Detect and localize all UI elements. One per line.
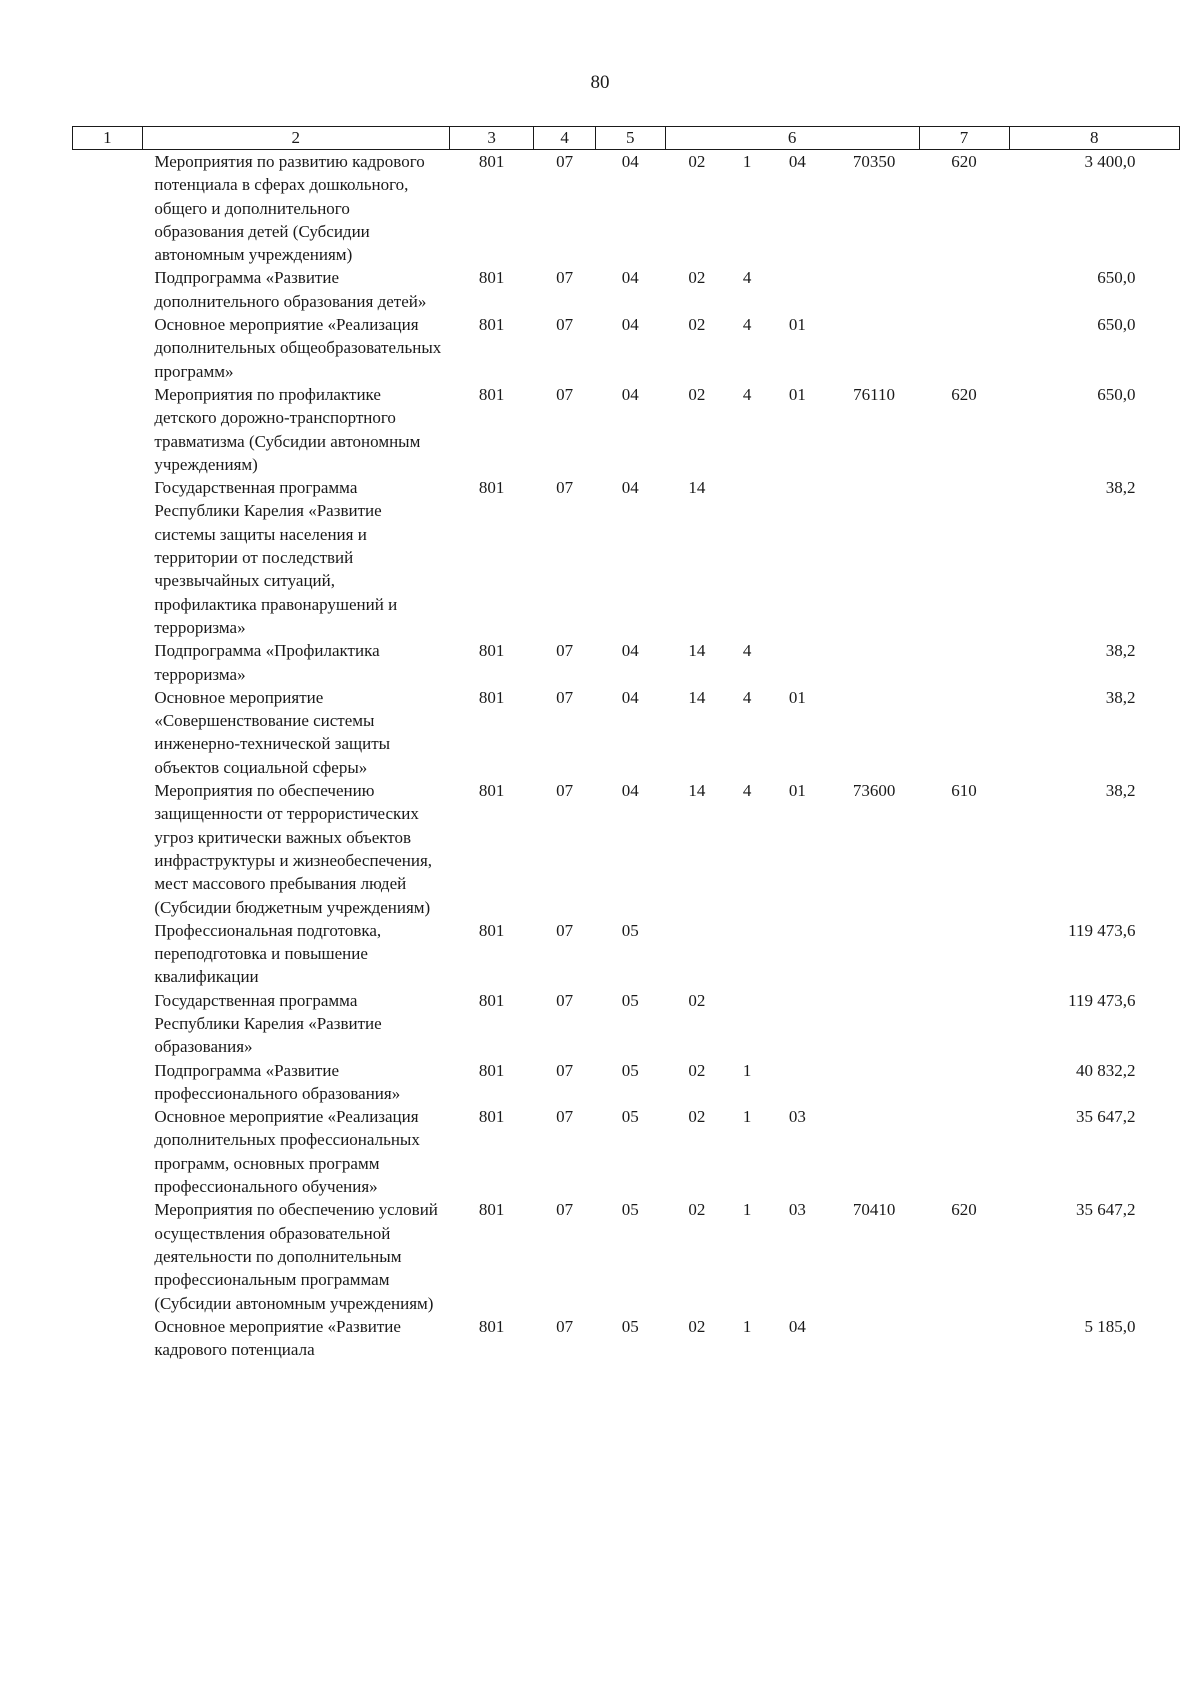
header-cell: 2	[142, 127, 449, 150]
table-row	[73, 1059, 1180, 1106]
row-section-code: 07	[556, 641, 574, 661]
row-ministry-code: 801	[478, 990, 505, 1010]
row-direction-code	[829, 989, 919, 1059]
row-description: Основное мероприятие «Реализация дополнительных профессиональных программ, основных программ профессионального обучения»	[154, 1107, 420, 1197]
row-description: Подпрограмма «Профилактика терроризма»	[154, 641, 380, 684]
row-activity-code	[766, 476, 829, 639]
row-section-code: 07	[556, 478, 574, 498]
row-section-code: 07	[556, 315, 574, 335]
row-program-code: 02	[688, 1107, 706, 1127]
row-direction-code	[829, 919, 919, 989]
row-empty-cell	[73, 989, 143, 1059]
row-description: Государственная программа Республики Карелия «Развитие системы защиты населения и территории от последствий чрезвычайных ситуаций, профилактика правонарушений и терроризма»	[154, 478, 398, 637]
row-subsection-code: 05	[621, 1316, 639, 1336]
row-empty-cell	[73, 919, 143, 989]
row-activity-code: 04	[788, 1316, 806, 1336]
row-amount: 650,0	[1097, 315, 1136, 335]
row-direction-code	[829, 1059, 919, 1106]
table-row	[73, 150, 1180, 267]
row-activity-code	[766, 266, 829, 313]
row-program-code: 14	[688, 781, 706, 801]
row-program-code	[665, 919, 728, 989]
table-row	[73, 989, 1180, 1059]
row-description: Мероприятия по обеспечению защищенности от террористических угроз критически важных объектов инфраструктуры и жизнеобеспечения, мест массового пребывания людей (Субсидии бюджетным учреждениям)	[154, 781, 433, 917]
row-activity-code: 03	[788, 1200, 806, 1220]
row-section-code: 07	[556, 990, 574, 1010]
page-number: 80	[590, 72, 610, 93]
header-cell: 6	[665, 127, 919, 150]
row-expense-type	[919, 686, 1009, 779]
row-expense-type	[919, 989, 1009, 1059]
row-amount: 38,2	[1105, 781, 1136, 801]
row-expense-type	[919, 266, 1009, 313]
row-section-code: 07	[556, 1316, 574, 1336]
row-description: Государственная программа Республики Карелия «Развитие образования»	[154, 990, 382, 1057]
row-description: Основное мероприятие «Реализация дополнительных общеобразовательных программ»	[154, 315, 442, 381]
row-empty-cell	[73, 1315, 143, 1362]
row-direction-code	[829, 476, 919, 639]
row-expense-type	[919, 1059, 1009, 1106]
header-cell: 7	[919, 127, 1009, 150]
row-ministry-code: 801	[478, 1200, 505, 1220]
row-empty-cell	[73, 1105, 143, 1198]
row-expense-type	[919, 1105, 1009, 1198]
row-description: Мероприятия по развитию кадрового потенциала в сферах дошкольного, общего и дополнительного образования детей (Субсидии автономным учреждениям)	[154, 152, 425, 265]
row-activity-code: 01	[788, 687, 806, 707]
row-subprogram-code: 4	[742, 687, 752, 707]
row-ministry-code: 801	[478, 1107, 505, 1127]
table-row	[73, 313, 1180, 383]
row-section-code: 07	[556, 268, 574, 288]
row-amount: 5 185,0	[1084, 1316, 1136, 1336]
row-direction-code	[829, 1315, 919, 1362]
row-expense-type: 620	[951, 152, 977, 171]
row-section-code: 07	[556, 152, 574, 171]
header-cell: 4	[534, 127, 595, 150]
row-activity-code: 01	[788, 384, 806, 404]
row-ministry-code: 801	[478, 1060, 505, 1080]
row-subsection-code: 05	[621, 1060, 639, 1080]
header-cell: 5	[595, 127, 665, 150]
row-amount: 3 400,0	[1084, 152, 1136, 171]
row-empty-cell	[73, 383, 143, 476]
row-subsection-code: 04	[621, 152, 639, 171]
row-subprogram-code	[729, 476, 766, 639]
row-direction-code	[829, 1105, 919, 1198]
row-activity-code: 01	[788, 781, 806, 801]
row-activity-code	[766, 919, 829, 989]
row-empty-cell	[73, 476, 143, 639]
row-ministry-code: 801	[478, 641, 505, 661]
row-program-code: 02	[688, 1200, 706, 1220]
table-row	[73, 1105, 1180, 1198]
row-expense-type	[919, 919, 1009, 989]
row-subsection-code: 04	[621, 384, 639, 404]
row-section-code: 07	[556, 1060, 574, 1080]
row-subsection-code: 05	[621, 1107, 639, 1127]
row-ministry-code: 801	[478, 315, 505, 335]
row-program-code: 14	[688, 687, 706, 707]
row-program-code: 02	[688, 990, 706, 1010]
row-subprogram-code	[729, 989, 766, 1059]
table-row	[73, 919, 1180, 989]
row-subsection-code: 04	[621, 781, 639, 801]
row-section-code: 07	[556, 1200, 574, 1220]
row-amount: 38,2	[1105, 478, 1136, 498]
row-amount: 119 473,6	[1068, 990, 1136, 1010]
budget-table	[72, 126, 1180, 1361]
row-program-code: 02	[688, 315, 706, 335]
row-ministry-code: 801	[478, 268, 505, 288]
row-program-code: 02	[688, 152, 706, 171]
table-row	[73, 779, 1180, 919]
row-activity-code: 01	[788, 315, 806, 335]
header-row	[73, 127, 1180, 150]
row-section-code: 07	[556, 384, 574, 404]
row-subprogram-code: 4	[742, 641, 752, 661]
row-subprogram-code: 1	[742, 1060, 752, 1080]
row-subsection-code: 04	[621, 478, 639, 498]
row-ministry-code: 801	[478, 781, 505, 801]
row-expense-type	[919, 639, 1009, 686]
row-subsection-code: 04	[621, 315, 639, 335]
row-subprogram-code: 4	[742, 268, 752, 288]
row-direction-code	[829, 266, 919, 313]
row-direction-code: 76110	[853, 384, 896, 404]
row-expense-type: 610	[951, 781, 977, 801]
row-empty-cell	[73, 686, 143, 779]
table-body	[73, 150, 1180, 1362]
row-description: Основное мероприятие «Развитие кадрового потенциала	[154, 1316, 401, 1360]
row-subprogram-code: 4	[742, 781, 752, 801]
row-section-code: 07	[556, 687, 574, 707]
row-amount: 40 832,2	[1076, 1060, 1136, 1080]
row-direction-code: 70350	[852, 152, 896, 171]
row-description: Мероприятия по профилактике детского дорожно-транспортного травматизма (Субсидии автономным учреждениям)	[154, 384, 421, 474]
row-activity-code: 03	[788, 1107, 806, 1127]
row-description: Профессиональная подготовка, переподготовка и повышение квалификации	[154, 920, 382, 987]
row-amount: 650,0	[1097, 384, 1136, 404]
row-direction-code: 73600	[852, 781, 896, 801]
row-activity-code	[766, 989, 829, 1059]
row-amount: 119 473,6	[1068, 920, 1136, 940]
row-amount: 38,2	[1105, 641, 1136, 661]
row-direction-code: 70410	[852, 1200, 896, 1220]
row-subprogram-code: 4	[742, 384, 752, 404]
row-amount: 650,0	[1097, 268, 1136, 288]
row-empty-cell	[73, 639, 143, 686]
row-expense-type	[919, 476, 1009, 639]
table-row	[73, 476, 1180, 639]
table-row	[73, 686, 1180, 779]
row-subprogram-code: 1	[742, 1316, 752, 1336]
row-section-code: 07	[556, 781, 574, 801]
row-subprogram-code	[729, 919, 766, 989]
row-expense-type: 620	[951, 1200, 977, 1220]
row-amount: 38,2	[1105, 687, 1136, 707]
row-expense-type	[919, 1315, 1009, 1362]
table-row	[73, 266, 1180, 313]
row-section-code: 07	[556, 1107, 574, 1127]
row-program-code: 02	[688, 384, 706, 404]
row-expense-type	[919, 313, 1009, 383]
row-subprogram-code: 1	[742, 1200, 752, 1220]
row-expense-type: 620	[951, 384, 977, 404]
row-program-code: 02	[688, 1060, 706, 1080]
row-amount: 35 647,2	[1076, 1200, 1136, 1220]
row-amount: 35 647,2	[1076, 1107, 1136, 1127]
row-ministry-code: 801	[478, 478, 505, 498]
row-subprogram-code: 1	[742, 1107, 752, 1127]
row-direction-code	[829, 686, 919, 779]
row-description: Мероприятия по обеспечению условий осуществления образовательной деятельности по дополнительным профессиональным программам (Субсидии автономным учреждениям)	[154, 1200, 438, 1313]
row-subprogram-code: 4	[742, 315, 752, 335]
row-description: Подпрограмма «Развитие профессионального образования»	[154, 1060, 401, 1103]
row-program-code: 14	[688, 478, 706, 498]
row-empty-cell	[73, 313, 143, 383]
row-description: Основное мероприятие «Совершенствование системы инженерно-технической защиты объектов социальной сферы»	[154, 687, 391, 777]
row-direction-code	[829, 639, 919, 686]
row-direction-code	[829, 313, 919, 383]
row-activity-code	[766, 1059, 829, 1106]
row-subsection-code: 04	[621, 687, 639, 707]
row-empty-cell	[73, 150, 143, 267]
row-description: Подпрограмма «Развитие дополнительного образования детей»	[154, 268, 427, 311]
table-row	[73, 383, 1180, 476]
header-cell: 3	[449, 127, 534, 150]
table-row	[73, 1315, 1180, 1362]
row-section-code: 07	[556, 920, 574, 940]
header-cell: 8	[1009, 127, 1179, 150]
row-program-code: 02	[688, 1316, 706, 1336]
table-row	[73, 639, 1180, 686]
row-empty-cell	[73, 1198, 143, 1314]
row-empty-cell	[73, 1059, 143, 1106]
row-ministry-code: 801	[478, 152, 505, 171]
row-activity-code	[766, 639, 829, 686]
row-subsection-code: 05	[621, 1200, 639, 1220]
table-row	[73, 1198, 1180, 1314]
row-ministry-code: 801	[478, 384, 505, 404]
row-empty-cell	[73, 779, 143, 919]
row-subsection-code: 04	[621, 268, 639, 288]
row-ministry-code: 801	[478, 687, 505, 707]
row-program-code: 14	[688, 641, 706, 661]
row-activity-code: 04	[788, 152, 806, 171]
row-subsection-code: 05	[621, 990, 639, 1010]
row-subsection-code: 05	[621, 920, 639, 940]
row-empty-cell	[73, 266, 143, 313]
row-ministry-code: 801	[478, 1316, 505, 1336]
header-cell: 1	[73, 127, 143, 150]
row-subprogram-code: 1	[742, 152, 752, 171]
row-subsection-code: 04	[621, 641, 639, 661]
row-ministry-code: 801	[478, 920, 505, 940]
row-program-code: 02	[688, 268, 706, 288]
